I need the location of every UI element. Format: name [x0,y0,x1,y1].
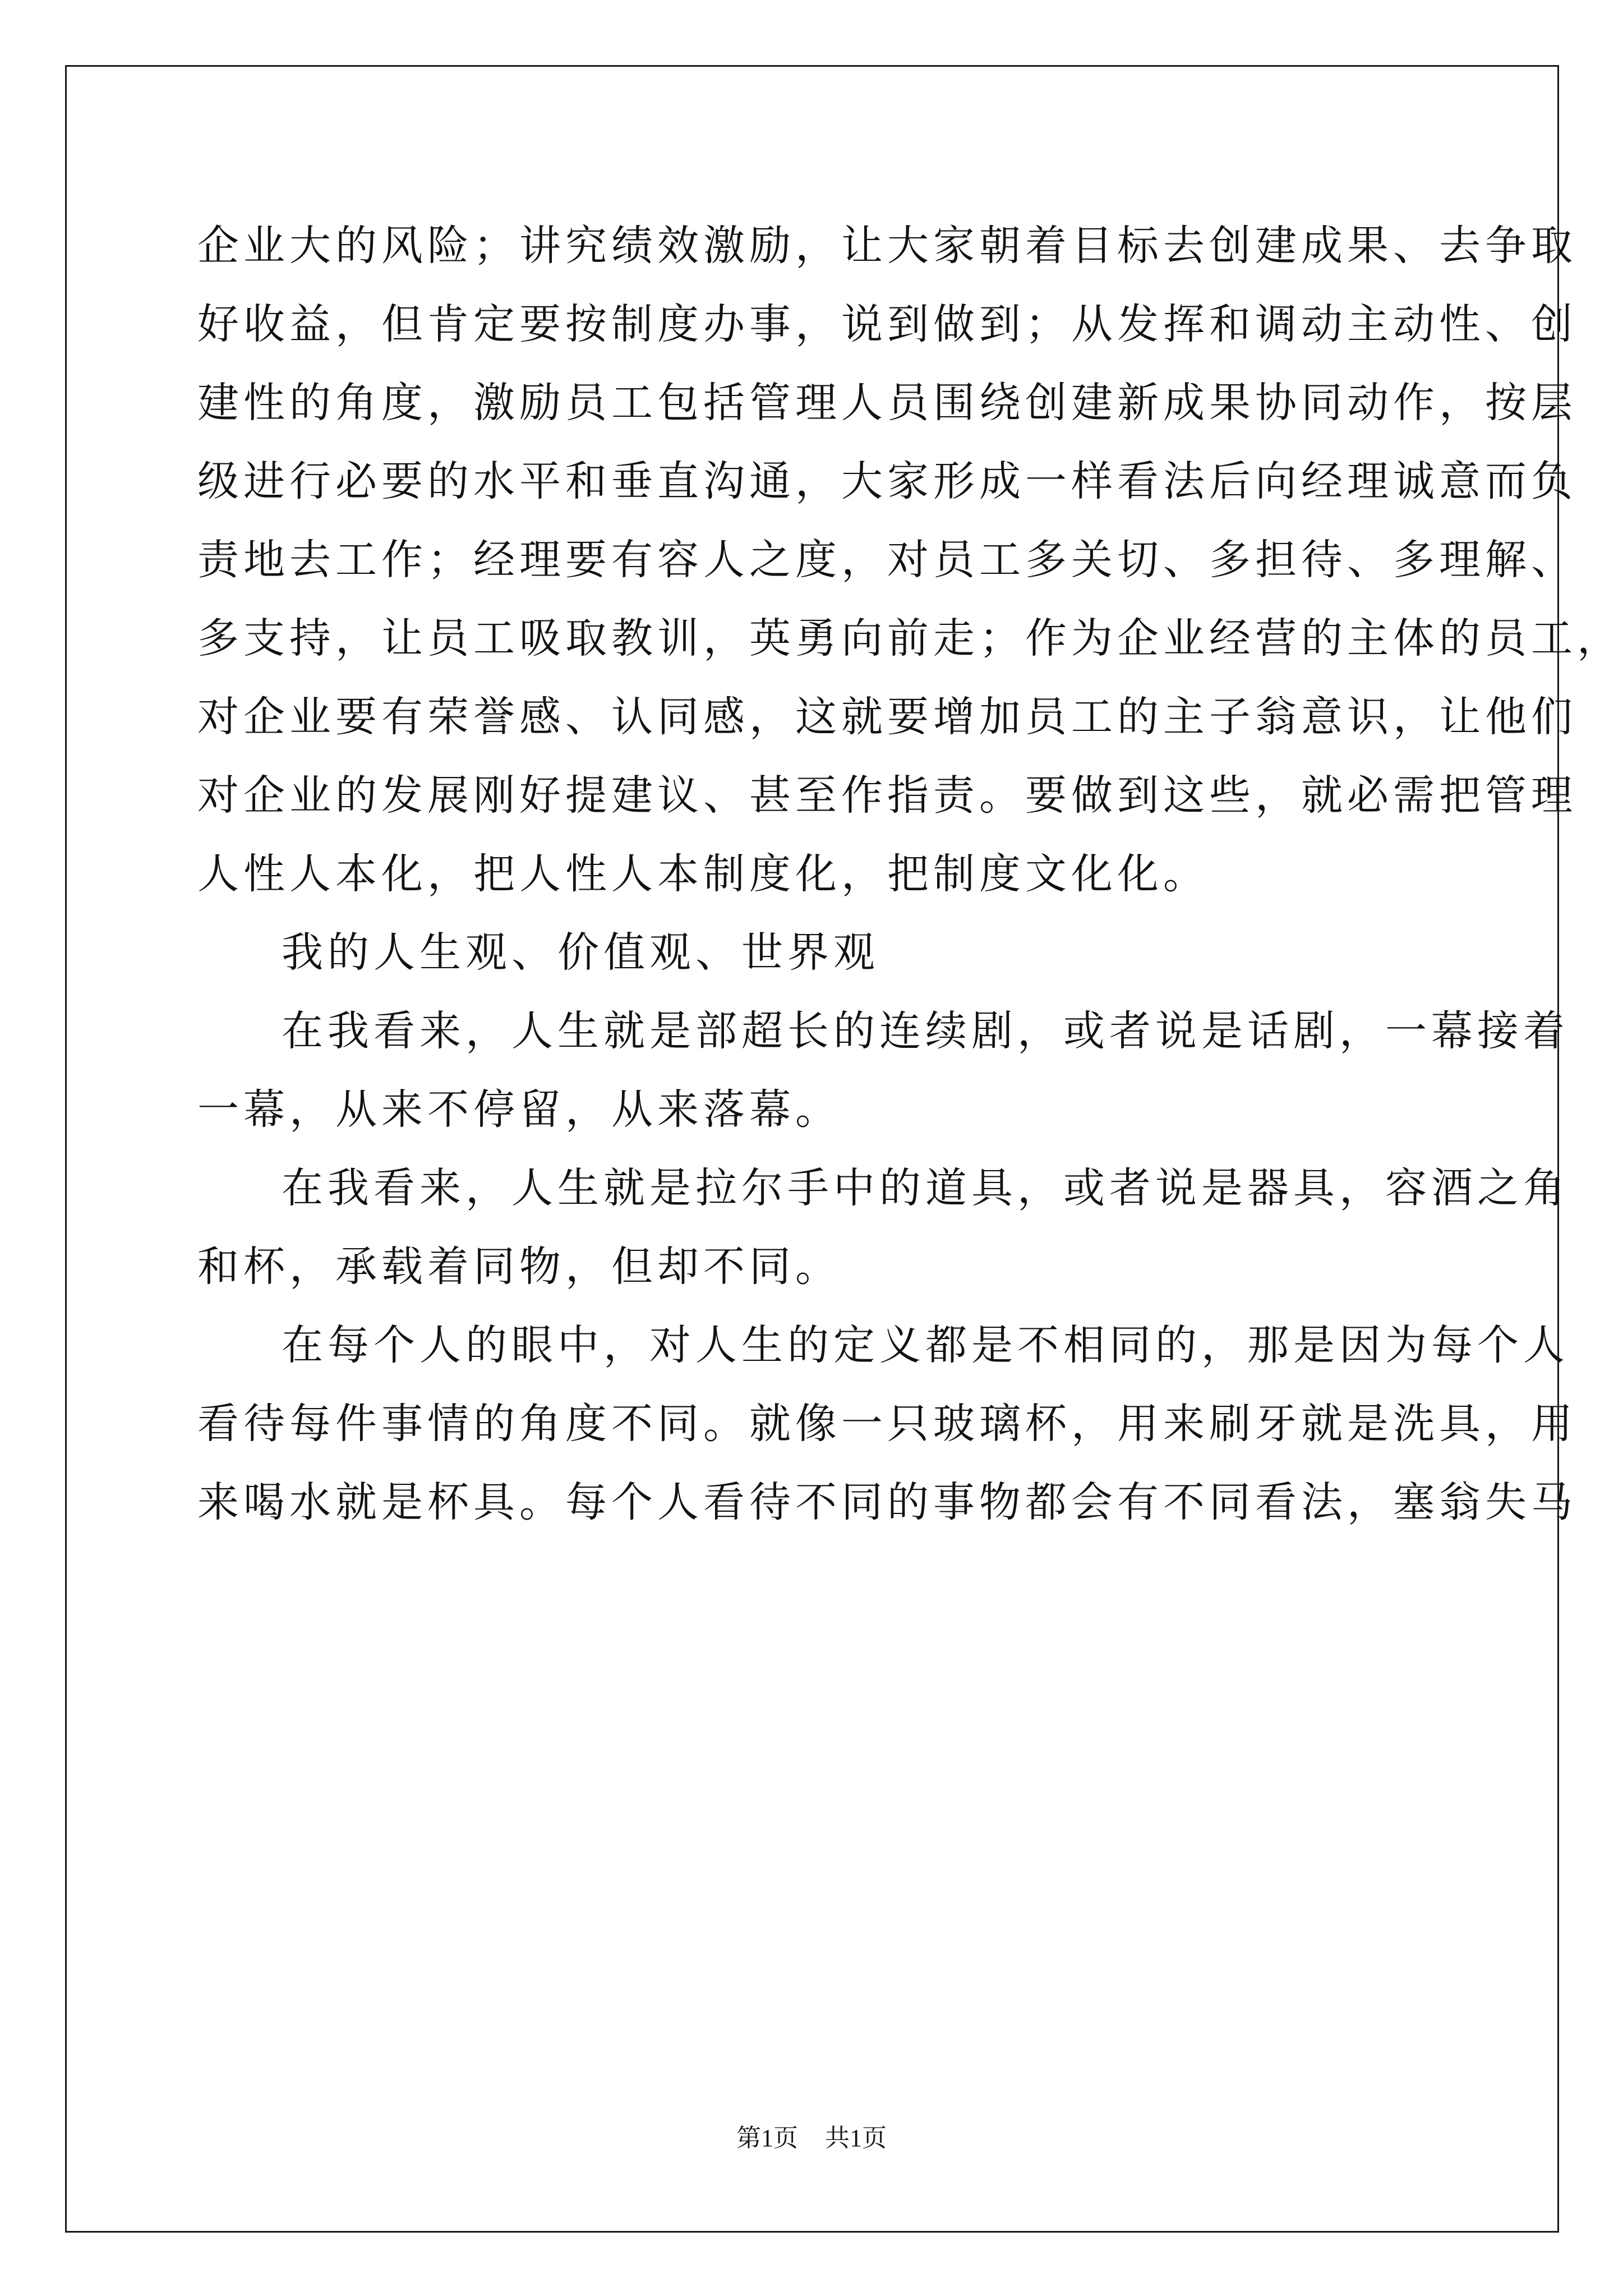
body-line-5: 责地去工作；经理要有容人之度，对员工多关切、多担待、多理解、 [197,536,1577,584]
body-line-17: 来喝水就是杯具。每个人看待不同的事物都会有不同看法，塞翁失马 [197,1478,1577,1526]
body-line-16: 看待每件事情的角度不同。就像一只玻璃杯，用来刷牙就是洗具，用 [197,1400,1577,1448]
body-line-9: 人性人本化，把人性人本制度化，把制度文化化。 [197,850,1209,898]
page-total: 共1页 [825,2124,887,2152]
page-number: 第1页 [736,2124,798,2152]
body-line-6: 多支持，让员工吸取教训，英勇向前走；作为企业经营的主体的员工， [197,614,1623,662]
section-heading: 我的人生观、价值观、世界观 [282,928,879,977]
body-line-13: 在我看来，人生就是拉尔手中的道具，或者说是器具，容酒之角 [282,1164,1569,1212]
body-line-3: 建性的角度，激励员工包括管理人员围绕创建新成果协同动作，按层 [197,379,1577,427]
body-line-11: 在我看来，人生就是部超长的连续剧，或者说是话剧，一幕接着 [282,1007,1569,1055]
body-line-7: 对企业要有荣誉感、认同感，这就要增加员工的主子翁意识，让他们 [197,693,1577,741]
body-line-8: 对企业的发展刚好提建议、甚至作指责。要做到这些，就必需把管理 [197,771,1577,820]
body-line-14: 和杯，承载着同物，但却不同。 [197,1243,841,1291]
body-line-15: 在每个人的眼中，对人生的定义都是不相同的，那是因为每个人 [282,1321,1569,1369]
body-line-1: 企业大的风险；讲究绩效激励，让大家朝着目标去创建成果、去争取 [197,222,1577,270]
body-line-2: 好收益，但肯定要按制度办事，说到做到；从发挥和调动主动性、创 [197,300,1577,348]
page-footer [0,2122,1623,2155]
body-line-12: 一幕，从来不停留，从来落幕。 [197,1085,841,1134]
body-line-4: 级进行必要的水平和垂直沟通，大家形成一样看法后向经理诚意而负 [197,457,1577,505]
